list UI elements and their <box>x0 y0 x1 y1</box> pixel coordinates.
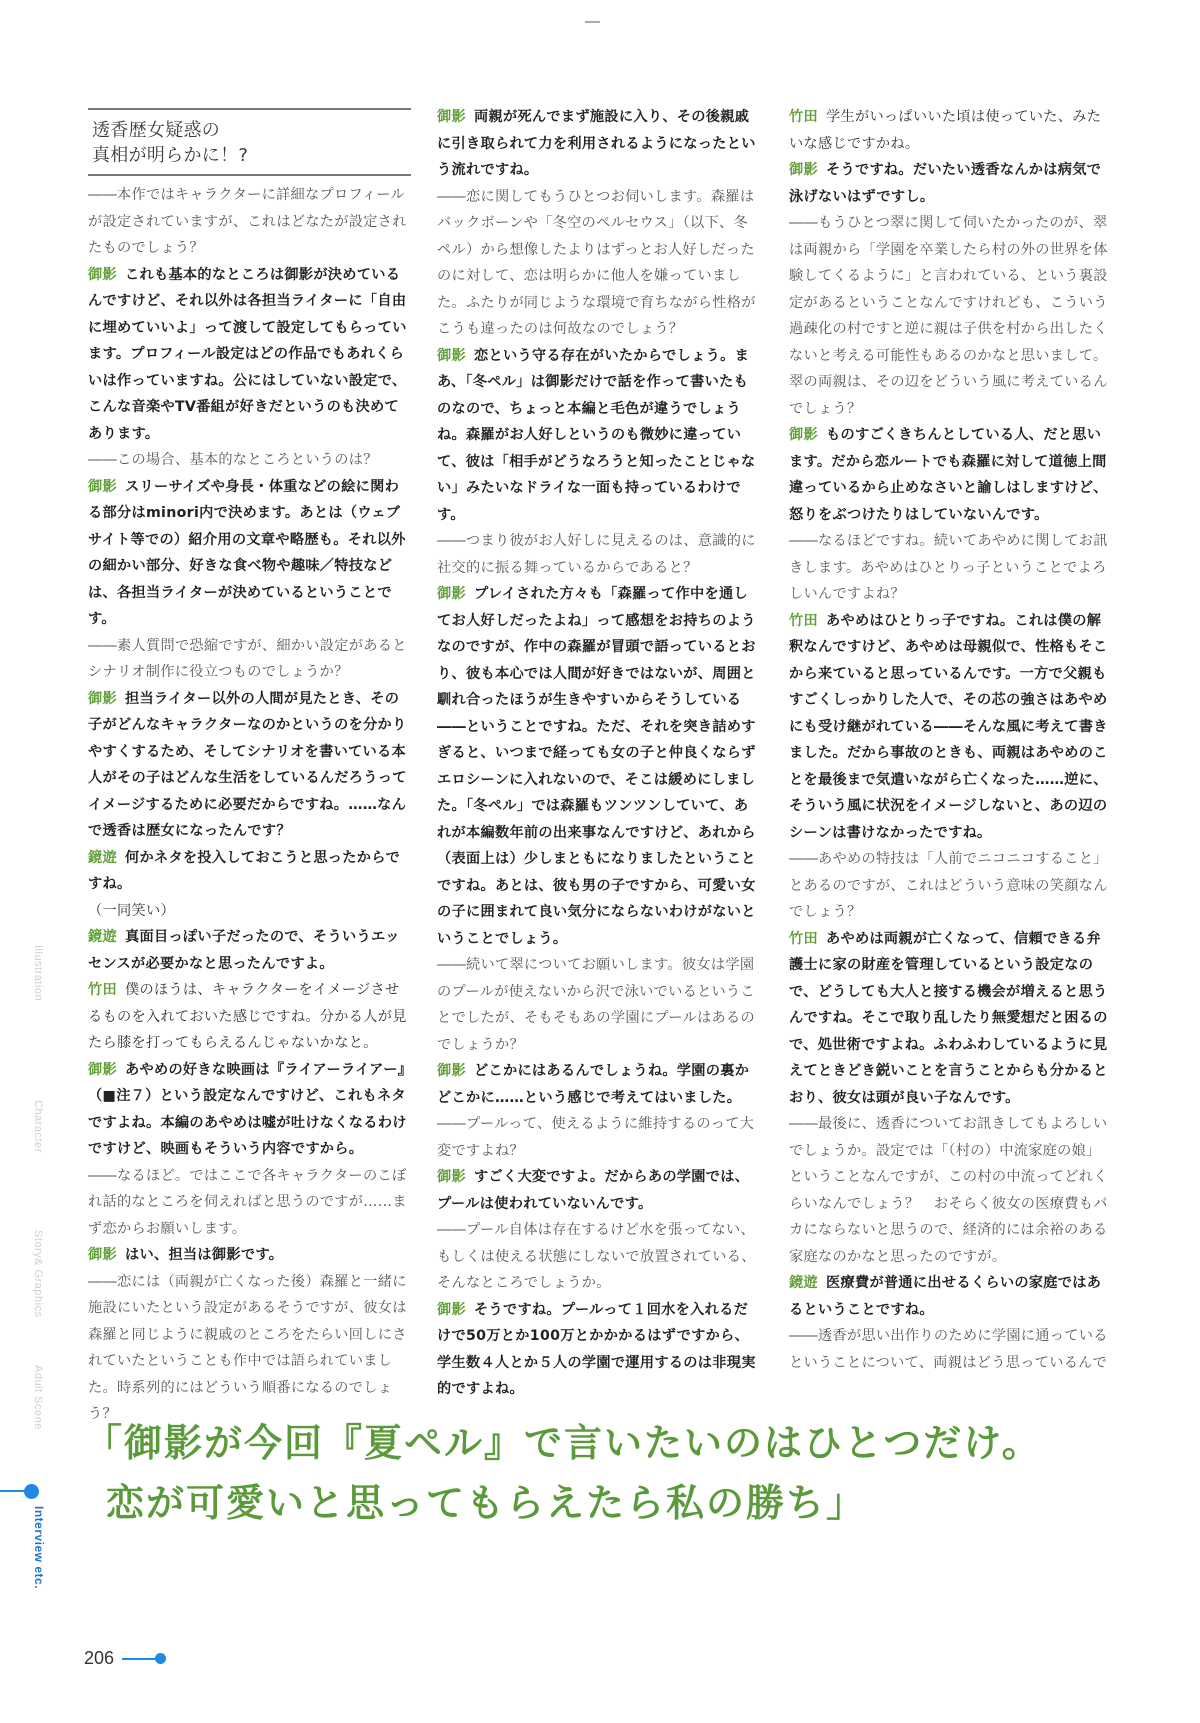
paragraph <box>88 845 411 898</box>
answer-text: 何かネタを投入しておこうと思ったからですね。 <box>88 849 401 892</box>
speaker-label: 御影 <box>437 586 466 602</box>
speaker-label: 御影 <box>88 478 117 495</box>
column-1 <box>88 104 411 1428</box>
pull-quote-line-1: 「御影が今回『夏ペル』で言いたいのはひとつだけ。 <box>84 1420 1042 1465</box>
paragraph <box>88 447 411 474</box>
answer-text: すごく大変ですよ。だからあの学園では、プールは使われていないんです。 <box>437 1169 750 1212</box>
paragraph <box>88 633 411 686</box>
answer-text: あやめの好きな映画は『ライアーライアー』（■注７）という設定なんですけど、これもネタですよね。本編のあやめは嘘が吐けなくなるわけですけど、映画もそういう内容ですから。 <box>88 1061 407 1157</box>
paragraph <box>437 343 760 529</box>
speaker-label: 御影 <box>437 347 466 364</box>
answer-text: スリーサイズや身長・体重などの絵に関わる部分はminori内で決めます。あとは（ウェブサイト等での）紹介用の文章や略歴も。それ以外の細かい部分、好きな食べ物や趣味／特技などは、各担当ライターが決めているということです。 <box>88 478 406 627</box>
page-number-line <box>122 1658 158 1660</box>
speaker-label: 御影 <box>789 162 818 178</box>
answer-text: 恋という守る存在がいたからでしょう。まあ、「冬ペル」は御影だけで話を作って書いたものなので、ちょっと本編と毛色が違うでしょうね。森羅がお人好しというのも微妙に違っていて、彼は「相手がどうなろうと知ったことじゃない」みたいなドライな一面も持っているわけです。 <box>437 347 756 523</box>
question-text: ――プール自体は存在するけど水を張ってない、もしくは使える状態にしないで放置されている、そんなところでしょうか。 <box>437 1222 756 1291</box>
speaker-label: 御影 <box>88 1061 117 1078</box>
paragraph <box>88 182 411 262</box>
question-text: ――あやめの特技は「人前でニコニコすること」とあるのですが、これはどういう意味の笑顔なんでしょう？ <box>789 851 1108 920</box>
answer-text: どこかにはあるんでしょうね。学園の裏かどこかに……という感じで考えてはいました。 <box>437 1063 750 1106</box>
speaker-label: 御影 <box>88 690 117 707</box>
section-heading-line-1: 透香歴女疑惑の <box>92 120 221 141</box>
question-text: ――なるほどですね。続いてあやめに関してお訊きします。あやめはひとりっ子ということでよろしいんですよね？ <box>789 533 1108 602</box>
paragraph <box>88 977 411 1057</box>
speaker-label: 鏡遊 <box>88 849 117 866</box>
column-3 <box>789 104 1112 1376</box>
paragraph <box>88 1242 411 1269</box>
pull-quote-line-2: 恋が可愛いと思ってもらえたら私の勝ち」 <box>106 1480 867 1525</box>
side-nav-story-graphics[interactable]: Story& Graphics <box>32 1230 44 1318</box>
answer-text: ものすごくきちんとしている人、だと思います。だから恋ルートでも森羅に対して道徳上間違っているから止めなさいと諭しはしますけど、怒りをぶつけたりはしていないんです。 <box>789 427 1108 523</box>
paragraph <box>88 474 411 633</box>
side-nav-interview[interactable]: Interview etc. <box>32 1506 46 1590</box>
answer-text: プレイされた方々も「森羅って作中を通してお人好しだったよね」って感想をお持ちのようなのですが、作中の森羅が冒頭で語っているとおり、彼も本心では人間が好きではないが、周囲と馴れ合ったほうが生きやすいからそうしている――ということですね。ただ、それを突き詰めすぎると、いつまで経っても女の子と仲良くならずエロシーンに入れないので、そこは緩めにしました。「冬ペル」では森羅もツンツンしていて、あれが本編数年前の出来事なんですけど、あれから（表面上は）少しまともになりましたということですね。あとは、彼も男の子ですから、可愛い女の子に囲まれて良い気分にならないわけがないということでしょう。 <box>437 586 756 947</box>
speaker-label: 御影 <box>437 1063 466 1079</box>
side-nav-adult-scene[interactable]: Adult Scene <box>32 1365 44 1430</box>
answer-text: 学生がいっぱいいた頃は使っていた、みたいな感じですかね。 <box>789 109 1102 152</box>
section-heading-line-2: 真相が明らかに！? <box>92 145 249 166</box>
speaker-label: 竹田 <box>789 612 818 629</box>
paragraph <box>437 1297 760 1403</box>
speaker-label: 鏡遊 <box>88 929 117 945</box>
question-text: ――恋には（両親が亡くなった後）森羅と一緒に施設にいたという設定があるそうですが、彼女は森羅と同じように親戚のところをたらい回しにされていたということも作中では語られていました。時系列的にはどういう順番になるのでしょう？ <box>88 1273 407 1422</box>
speaker-label: 御影 <box>88 1247 117 1263</box>
paragraph <box>88 924 411 977</box>
paragraph <box>437 184 760 343</box>
paragraph <box>437 1164 760 1217</box>
paragraph <box>789 1323 1112 1376</box>
answer-text: これも基本的なところは御影が決めているんですけど、それ以外は各担当ライターに「自由に埋めていいよ」って渡して設定してもらっています。プロフィール設定はどの作品でもあれくらいは作っていますね。公にはしていない設定で、こんな音楽やTV番組が好きだというのも決めてあります。 <box>88 266 407 442</box>
speaker-label: 御影 <box>88 266 117 283</box>
speaker-label: 御影 <box>789 427 818 443</box>
speaker-label: 御影 <box>437 109 466 125</box>
answer-text: 僕のほうは、キャラクターをイメージさせるものを入れておいた感じですね。分かる人が見たら膝を打ってもらえるんじゃないかなと。 <box>88 982 407 1051</box>
question-text: ――最後に、透香についてお訊きしてもよろしいでしょうか。設定では「（村の）中流家庭の娘」ということなんですが、この村の中流ってどれくらいなんでしょう？ おそらく彼女の医療費もバカにならないと思うので、経済的には余裕のある家庭なのかなと思ったのですが。 <box>789 1116 1108 1265</box>
section-heading <box>88 108 411 176</box>
paragraph <box>789 528 1112 608</box>
paragraph <box>88 262 411 448</box>
question-text: ――透香が思い出作りのために学園に通っているということについて、両親はどう思っているんで <box>789 1328 1108 1371</box>
paragraph <box>437 1111 760 1164</box>
question-text: ――なるほど。ではここで各キャラクターのこぼれ話的なところを伺えればと思うのですが……まず恋からお願いします。 <box>88 1167 407 1237</box>
answer-text: はい、担当は御影です。 <box>124 1247 284 1263</box>
question-text: ――プールって、使えるように維持するのって大変ですよね？ <box>437 1116 755 1159</box>
question-text: ――恋に関してもうひとつお伺いします。森羅はバックボーンや「冬空のペルセウス」（以下、冬ペル）から想像したよりはずっとお人好しだったのに対して、恋は明らかに他人を嫌っていました。ふたりが同じような環境で育ちながら性格がこうも違ったのは何故なのでしょう？ <box>437 188 756 337</box>
answer-text: 真面目っぽい子だったので、そういうエッセンスが必要かなと思ったんですよ。 <box>88 929 400 972</box>
answer-text: （一同笑い） <box>88 902 175 919</box>
paragraph <box>789 1111 1112 1270</box>
side-nav-indicator-dot <box>24 1484 39 1499</box>
answer-text: あやめはひとりっ子ですね。これは僕の解釈なんですけど、あやめは母親似で、性格もそこから来ていると思っているんです。一方で父親もすごくしっかりした人で、その芯の強さはあやめにも受け継がれている――そんな風に考えて書きました。だから事故のときも、両親はあやめのことを最後まで気遣いながら亡くなった……逆に、そういう風に状況をイメージしないと、あの辺のシーンは書けなかったですね。 <box>789 612 1108 841</box>
answer-text: そうですね。だいたい透香なんかは病気で泳げないはずですし。 <box>789 162 1102 205</box>
paragraph <box>88 898 411 925</box>
question-text: ――素人質問で恐縮ですが、細かい設定があるとシナリオ制作に役立つものでしょうか？ <box>88 637 407 680</box>
question-text: ――もうひとつ翠に関して伺いたかったのが、翠は両親から「学園を卒業したら村の外の世界を体験してくるように」と言われている、という裏設定があるということなんですけれども、こういう過疎化の村ですと逆に親は子供を村から出したくないと考える可能性もあるのかなと思いまして。翠の両親は、その辺をどういう風に考えているんでしょう？ <box>789 215 1108 417</box>
paragraph <box>789 157 1112 210</box>
speaker-label: 御影 <box>437 1169 466 1185</box>
page-number: 206 <box>84 1648 115 1668</box>
question-text: ――続いて翠についてお願いします。彼女は学園のプールが使えないから沢で泳いでいるということでしたが、そもそもあの学園にプールはあるのでしょうか？ <box>437 957 756 1053</box>
paragraph <box>789 846 1112 926</box>
paragraph <box>437 104 760 184</box>
paragraph <box>789 104 1112 157</box>
answer-text: 両親が死んでまず施設に入り、その後親戚に引き取られて力を利用されるようになったという流れですね。 <box>437 109 756 178</box>
question-text: ――この場合、基本的なところというのは？ <box>88 452 378 468</box>
paragraph <box>437 952 760 1058</box>
paragraph <box>437 1217 760 1297</box>
paragraph <box>437 1058 760 1111</box>
paragraph <box>88 1163 411 1243</box>
column-2 <box>437 104 760 1403</box>
side-nav-indicator-line <box>0 1490 26 1492</box>
speaker-label: 御影 <box>437 1301 466 1318</box>
paragraph <box>88 686 411 845</box>
paragraph <box>789 422 1112 528</box>
paragraph <box>789 608 1112 847</box>
column-2-body <box>437 104 760 1403</box>
paragraph <box>789 1270 1112 1323</box>
page-number-dot <box>155 1653 166 1664</box>
speaker-label: 竹田 <box>88 982 117 998</box>
column-1-body <box>88 182 411 1428</box>
paragraph <box>789 210 1112 422</box>
question-text: ――つまり彼がお人好しに見えるのは、意識的に社交的に振る舞っているからであると？ <box>437 533 756 576</box>
paragraph <box>88 1057 411 1163</box>
side-nav-illustration[interactable]: Illustration <box>32 945 44 1002</box>
answer-text: あやめは両親が亡くなって、信頼できる弁護士に家の財産を管理しているという設定なので、どうしても大人と接する機会が増えると思うんですね。そこで取り乱したり無愛想だと困るので、処世術ですよね。ふわふわしているように見えてときどき鋭いことを言うことからも分かるとおり、彼女は頭が良い子なんです。 <box>789 930 1108 1106</box>
speaker-label: 竹田 <box>789 109 818 125</box>
crop-mark <box>585 21 600 23</box>
paragraph <box>437 528 760 581</box>
paragraph <box>88 1269 411 1428</box>
speaker-label: 鏡遊 <box>789 1275 818 1291</box>
speaker-label: 竹田 <box>789 930 818 947</box>
paragraph <box>789 926 1112 1112</box>
column-3-body <box>789 104 1112 1376</box>
side-nav-character[interactable]: Character <box>32 1100 44 1153</box>
question-text: ――本作ではキャラクターに詳細なプロフィールが設定されていますが、これはどなたが設定されたものでしょう？ <box>88 187 407 256</box>
answer-text: 担当ライター以外の人間が見たとき、その子がどんなキャラクターなのかというのを分かりやすくするため、そしてシナリオを書いている本人がその子はどんな生活をしているんだろうってイメージするために必要だからですね。……なんで透香は歴女になったんです？ <box>88 690 407 839</box>
answer-text: 医療費が普通に出せるくらいの家庭ではあるということですね。 <box>789 1275 1102 1318</box>
answer-text: そうですね。プールって１回水を入れるだけで50万とか100万とかかかるはずですから、学生数４人とか５人の学園で運用するのは非現実的ですよね。 <box>437 1301 756 1397</box>
paragraph <box>437 581 760 952</box>
